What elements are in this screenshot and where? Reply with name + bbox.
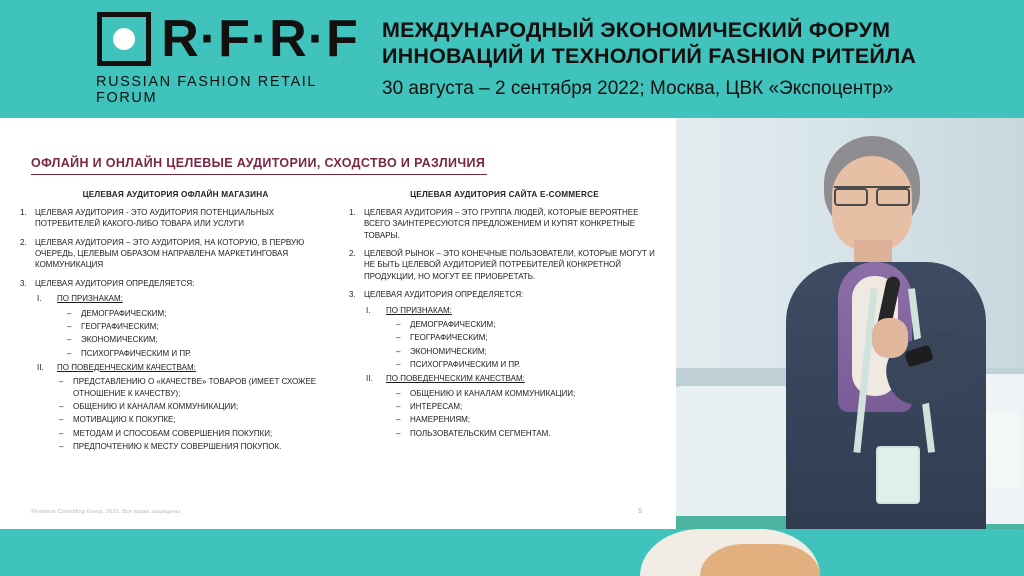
slide-columns [20,190,660,459]
column-ecommerce-heading: ЦЕЛЕВАЯ АУДИТОРИЯ САЙТА E-COMMERCE [410,190,599,199]
header-text-block [360,17,1024,101]
sublist-dashes [394,319,660,370]
list-item: ЦЕЛЕВАЯ АУДИТОРИЯ - ЭТО АУДИТОРИЯ ПОТЕНЦИАЛЬНЫХ ПОТРЕБИТЕЛЕЙ КАКОГО-ЛИБО ТОВАРА ИЛИ УСЛУГИ [35,208,275,229]
list-item: ЦЕЛЕВАЯ АУДИТОРИЯ – ЭТО АУДИТОРИЯ, НА КОТОРУЮ, В ПЕРВУЮ ОЧЕРЕДЬ, ЦЕЛЕВЫМ ОБРАЗОМ НАПРАВЛЕНА МАРКЕТИНГОВАЯ КОММУНИКАЦИЯ [35,237,305,270]
slide-title: ОФЛАЙН И ОНЛАЙН ЦЕЛЕВЫЕ АУДИТОРИИ, СХОДСТВО И РАЗЛИЧИЯ [31,156,486,170]
sublist-item [35,362,331,453]
logo-subtitle: RUSSIAN FASHION RETAIL FORUM [96,74,317,106]
dash-item: – ПСИХОГРАФИЧЕСКИМ И ПР. [65,348,331,359]
dash-item: – ПРЕДСТАВЛЕНИЮ О «КАЧЕСТВЕ» ТОВАРОВ (ИМЕЕТ СХОЖЕЕ ОТНОШЕНИЕ К КАЧЕСТВУ); [57,376,331,399]
sublist-item [364,305,660,371]
dash-item: – ПСИХОГРАФИЧЕСКИМ И ПР. [394,359,660,370]
sublist-dashes [57,376,331,452]
presentation-slide [0,118,676,529]
sublist-label: ПО ПОВЕДЕНЧЕСКИМ КАЧЕСТВАМ: [386,374,525,384]
sublist-item [364,373,660,439]
dash-item: – ЭКОНОМИЧЕСКИМ; [394,346,660,357]
sublist-item [35,293,331,359]
list-item: ЦЕЛЕВОЙ РЫНОК – ЭТО КОНЕЧНЫЕ ПОЛЬЗОВАТЕЛИ, КОТОРЫЕ МОГУТ И НЕ БЫТЬ ЦЕЛЕВОЙ АУДИТОРИЕЙ ПОТРЕБИТЕЛЕЙ КОНКРЕТНОЙ ПРОДУКЦИИ, НО МОГУТ ЕЕ ПРИОБРЕТАТЬ. [364,249,655,281]
header-title-line2: ИННОВАЦИЙ И ТЕХНОЛОГИЙ FASHION РИТЕЙЛА [382,44,917,69]
sublist-dashes [65,308,331,359]
forum-header-banner [0,0,1024,118]
slide-page-number: 5 [638,508,642,515]
dash-item: – ЭКОНОМИЧЕСКИМ; [65,334,331,345]
slide-copyright: ©Fashion Consulting Group, 2022. Все права защищены. [31,509,182,515]
badge-icon [876,446,920,504]
list-item [20,278,331,453]
sublist-label: ПО ПРИЗНАКАМ: [386,305,452,315]
column-offline-list [20,207,331,452]
sublist-label: ПО ПРИЗНАКАМ: [57,294,123,304]
dash-item: – ГЕОГРАФИЧЕСКИМ; [394,332,660,343]
dash-item: – МОТИВАЦИЮ К ПОКУПКЕ; [57,414,331,425]
dash-item: – ДЕМОГРАФИЧЕСКИМ; [394,319,660,330]
dash-item: – НАМЕРЕНИЯМ; [394,414,660,425]
column-ecommerce [349,190,660,459]
logo-wordmark: R·F·R·F [161,10,359,68]
dash-item: – ПРЕДПОЧТЕНИЮ К МЕСТУ СОВЕРШЕНИЯ ПОКУПОК. [57,441,331,452]
logo-row [97,12,359,66]
column-offline-heading: ЦЕЛЕВАЯ АУДИТОРИЯ ОФЛАЙН МАГАЗИНА [82,190,269,199]
speaker-photo [676,118,1024,576]
list-item-text: ЦЕЛЕВАЯ АУДИТОРИЯ ОПРЕДЕЛЯЕТСЯ: [364,290,524,300]
dash-item: – ПОЛЬЗОВАТЕЛЬСКИМ СЕГМЕНТАМ. [394,428,660,439]
column-ecommerce-list [349,207,660,439]
sublist-label: ПО ПОВЕДЕНЧЕСКИМ КАЧЕСТВАМ: [57,362,196,372]
dash-item: – ГЕОГРАФИЧЕСКИМ; [65,321,331,332]
header-title-line1: МЕЖДУНАРОДНЫЙ ЭКОНОМИЧЕСКИЙ ФОРУМ [382,17,891,42]
header-date-line: 30 августа – 2 сентября 2022; Москва, ЦВК «Экспоцентр» [382,78,894,100]
photo-speaker-figure [768,136,998,576]
dash-item: – ОБЩЕНИЮ И КАНАЛАМ КОММУНИКАЦИИ; [394,388,660,399]
speaker-hand [872,318,908,358]
list-item [349,289,660,439]
dash-item: – МЕТОДАМ И СПОСОБАМ СОВЕРШЕНИЯ ПОКУПКИ; [57,428,331,439]
column-offline [20,190,331,459]
logo-square-icon [97,12,151,66]
forum-logo [0,12,360,106]
glasses-icon [834,186,910,201]
slide-body-area [0,118,1024,576]
dash-item: – ОБЩЕНИЮ И КАНАЛАМ КОММУНИКАЦИИ; [57,401,331,412]
column-ecommerce-sublist [364,305,660,440]
list-item-text: ЦЕЛЕВАЯ АУДИТОРИЯ ОПРЕДЕЛЯЕТСЯ: [35,278,195,288]
list-item: ЦЕЛЕВАЯ АУДИТОРИЯ – ЭТО ГРУППА ЛЮДЕЙ, КОТОРЫЕ ВЕРОЯТНЕЕ ВСЕГО ЗАИНТЕРЕСУЮТСЯ ПРЕДЛОЖЕНИЕМ И КУПЯТ КОНКРЕТНЫЕ ТОВАРЫ. [364,208,639,240]
dash-item: – ИНТЕРЕСАМ; [394,401,660,412]
column-offline-sublist [35,293,331,452]
sublist-dashes [394,388,660,439]
logo-circle-icon [113,28,135,50]
bottom-accent-strip [0,529,1024,576]
dash-item: – ДЕМОГРАФИЧЕСКИМ; [65,308,331,319]
